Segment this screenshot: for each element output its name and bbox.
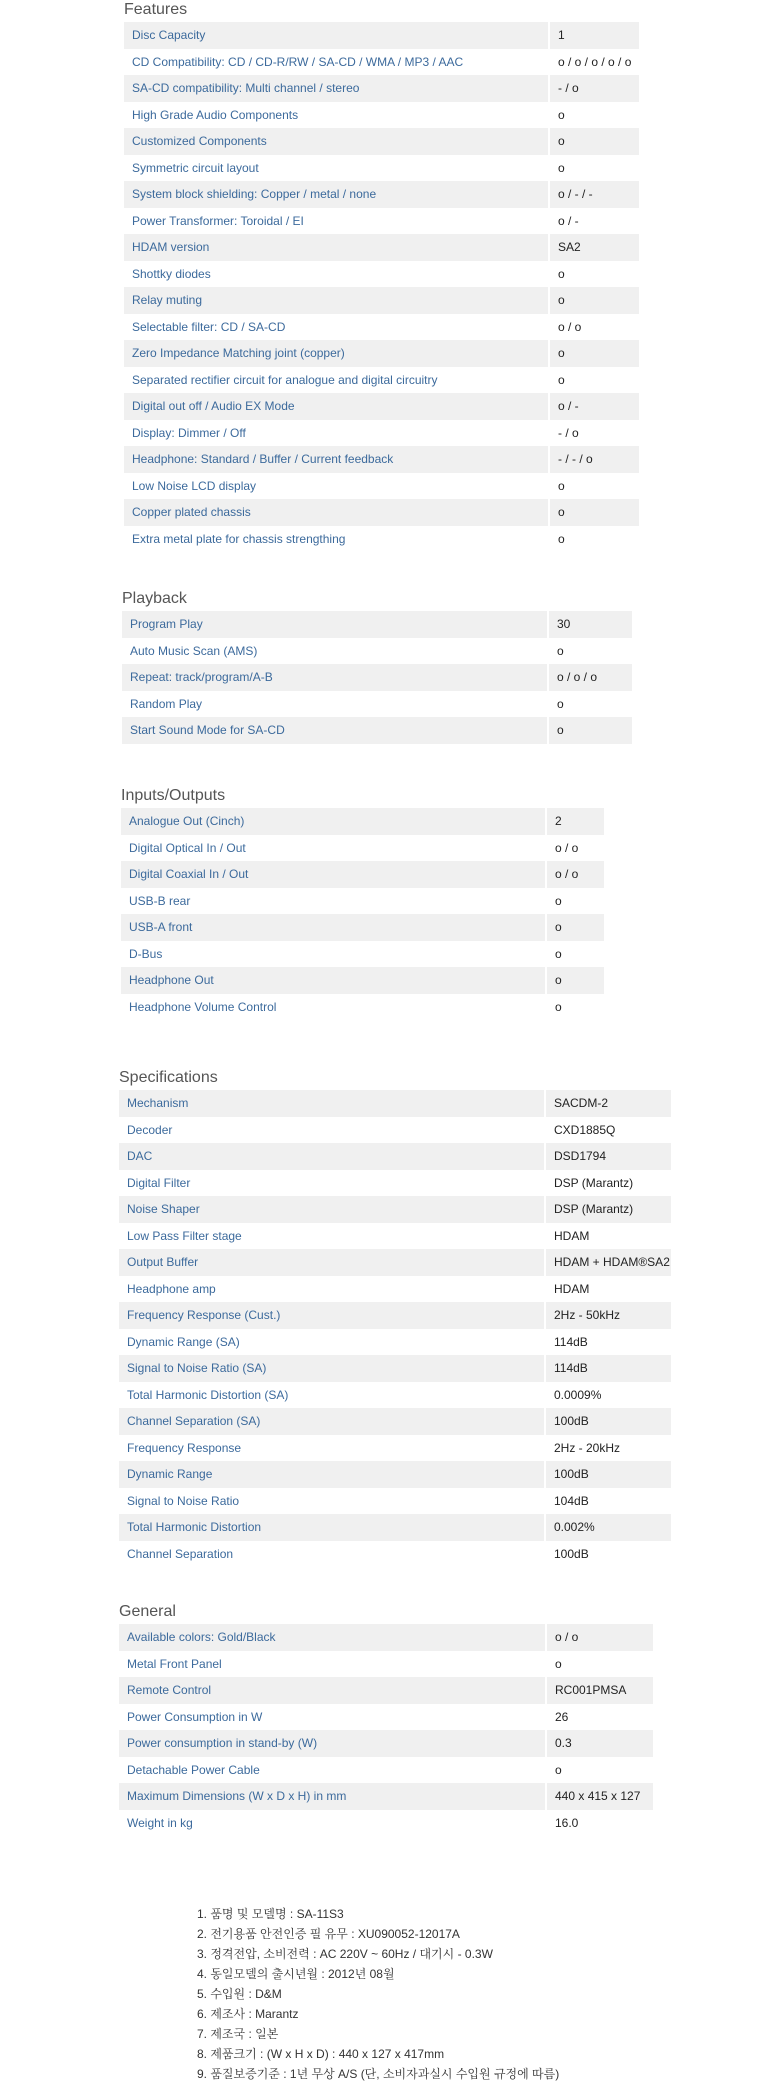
note-item: 1. 품명 및 모델명 : SA-11S3 xyxy=(197,1907,344,1921)
section-specifications xyxy=(119,1068,671,1567)
table-row xyxy=(124,393,639,420)
spec-table xyxy=(121,808,604,1020)
table-row xyxy=(119,1488,671,1515)
row-label: CD Compatibility: CD / CD-R/RW / SA-CD / WMA / MP3 / AAC xyxy=(124,49,549,76)
row-value: o xyxy=(549,499,639,526)
row-value: o / - xyxy=(549,208,639,235)
row-label: Total Harmonic Distortion xyxy=(119,1514,545,1541)
table-row xyxy=(124,314,639,341)
row-label: Low Pass Filter stage xyxy=(119,1223,545,1250)
row-label: Selectable filter: CD / SA-CD xyxy=(124,314,549,341)
table-row xyxy=(119,1223,671,1250)
table-row xyxy=(122,691,632,718)
note-item: 5. 수입원 : D&M xyxy=(197,1987,282,2001)
row-label: Frequency Response xyxy=(119,1435,545,1462)
table-row xyxy=(119,1382,671,1409)
row-value: DSD1794 xyxy=(545,1143,671,1170)
table-row xyxy=(122,611,632,638)
table-row xyxy=(121,994,604,1021)
table-row xyxy=(119,1514,671,1541)
table-row xyxy=(124,526,639,553)
row-value: 2 xyxy=(546,808,604,835)
row-value: o xyxy=(546,994,604,1021)
table-row xyxy=(121,941,604,968)
row-label: Digital Filter xyxy=(119,1170,545,1197)
row-label: Disc Capacity xyxy=(124,22,549,49)
table-row xyxy=(124,420,639,447)
row-value: HDAM xyxy=(545,1223,671,1250)
row-value: o xyxy=(549,155,639,182)
row-label: Noise Shaper xyxy=(119,1196,545,1223)
row-label: Headphone amp xyxy=(119,1276,545,1303)
row-value: SACDM-2 xyxy=(545,1090,671,1117)
row-value: DSP (Marantz) xyxy=(545,1196,671,1223)
row-label: Metal Front Panel xyxy=(119,1651,546,1678)
table-row xyxy=(119,1651,653,1678)
row-value: DSP (Marantz) xyxy=(545,1170,671,1197)
note-item: 3. 정격전압, 소비전력 : AC 220V ~ 60Hz / 대기시 - 0.3W xyxy=(197,1947,493,1961)
row-value: 26 xyxy=(546,1704,653,1731)
table-row xyxy=(124,102,639,129)
row-value: o / o xyxy=(546,1624,653,1651)
table-row xyxy=(119,1810,653,1837)
table-row xyxy=(124,208,639,235)
row-label: Channel Separation xyxy=(119,1541,545,1568)
row-label: Weight in kg xyxy=(119,1810,546,1837)
row-value: HDAM xyxy=(545,1276,671,1303)
row-label: Repeat: track/program/A-B xyxy=(122,664,548,691)
row-value: 30 xyxy=(548,611,632,638)
row-label: Digital Optical In / Out xyxy=(121,835,546,862)
table-row xyxy=(124,22,639,49)
row-label: Mechanism xyxy=(119,1090,545,1117)
table-row xyxy=(124,75,639,102)
row-label: Analogue Out (Cinch) xyxy=(121,808,546,835)
row-value: o / - / - xyxy=(549,181,639,208)
row-label: Extra metal plate for chassis strengthing xyxy=(124,526,549,553)
table-row xyxy=(124,128,639,155)
row-value: o / - xyxy=(549,393,639,420)
row-label: Decoder xyxy=(119,1117,545,1144)
table-row xyxy=(124,155,639,182)
row-label: Power consumption in stand-by (W) xyxy=(119,1730,546,1757)
row-label: Signal to Noise Ratio xyxy=(119,1488,545,1515)
section-features xyxy=(124,0,639,552)
table-row xyxy=(121,835,604,862)
spec-table xyxy=(119,1090,671,1567)
row-value: HDAM + HDAM®SA2 xyxy=(545,1249,671,1276)
row-value: 100dB xyxy=(545,1461,671,1488)
row-value: CXD1885Q xyxy=(545,1117,671,1144)
section-general xyxy=(119,1602,653,1836)
row-value: o xyxy=(546,941,604,968)
row-value: - / o xyxy=(549,75,639,102)
note-item: 9. 품질보증기준 : 1년 무상 A/S (단, 소비자과실시 수입원 규정에 따름) xyxy=(197,2067,560,2081)
row-value: o xyxy=(549,526,639,553)
row-label: Power Consumption in W xyxy=(119,1704,546,1731)
row-label: Digital Coaxial In / Out xyxy=(121,861,546,888)
row-label: Copper plated chassis xyxy=(124,499,549,526)
section-title: General xyxy=(119,1603,176,1620)
row-label: Customized Components xyxy=(124,128,549,155)
table-row xyxy=(119,1730,653,1757)
spec-table xyxy=(119,1624,653,1836)
row-value: SA2 xyxy=(549,234,639,261)
row-value: o xyxy=(546,967,604,994)
table-row xyxy=(124,446,639,473)
row-label: Display: Dimmer / Off xyxy=(124,420,549,447)
table-row xyxy=(119,1117,671,1144)
row-label: Zero Impedance Matching joint (copper) xyxy=(124,340,549,367)
table-row xyxy=(119,1541,671,1568)
row-value: o xyxy=(546,914,604,941)
table-row xyxy=(124,340,639,367)
row-value: 114dB xyxy=(545,1329,671,1356)
row-label: SA-CD compatibility: Multi channel / stereo xyxy=(124,75,549,102)
row-value: o xyxy=(548,691,632,718)
note-item: 4. 동일모델의 출시년월 : 2012년 08월 xyxy=(197,1967,395,1981)
table-row xyxy=(119,1249,671,1276)
row-label: Detachable Power Cable xyxy=(119,1757,546,1784)
spec-table xyxy=(124,22,639,552)
table-row xyxy=(122,638,632,665)
section-inputs-outputs xyxy=(121,786,604,1020)
row-label: Headphone Volume Control xyxy=(121,994,546,1021)
row-label: Headphone Out xyxy=(121,967,546,994)
table-row xyxy=(121,808,604,835)
table-row xyxy=(119,1783,653,1810)
row-label: System block shielding: Copper / metal / none xyxy=(124,181,549,208)
table-row xyxy=(119,1329,671,1356)
row-label: Maximum Dimensions (W x D x H) in mm xyxy=(119,1783,546,1810)
row-value: - / - / o xyxy=(549,446,639,473)
row-label: USB-A front xyxy=(121,914,546,941)
note-item: 6. 제조사 : Marantz xyxy=(197,2007,299,2021)
row-value: 1 xyxy=(549,22,639,49)
note-item: 8. 제품크기 : (W x H x D) : 440 x 127 x 417mm xyxy=(197,2047,445,2061)
table-row xyxy=(119,1435,671,1462)
table-row xyxy=(119,1757,653,1784)
section-title: Features xyxy=(124,1,188,18)
row-label: Signal to Noise Ratio (SA) xyxy=(119,1355,545,1382)
table-row xyxy=(124,473,639,500)
table-row xyxy=(124,49,639,76)
table-row xyxy=(124,287,639,314)
table-row xyxy=(121,914,604,941)
table-row xyxy=(119,1143,671,1170)
row-value: 2Hz - 20kHz xyxy=(545,1435,671,1462)
row-value: 0.0009% xyxy=(545,1382,671,1409)
section-playback xyxy=(122,589,632,744)
table-row xyxy=(122,717,632,744)
row-label: Program Play xyxy=(122,611,548,638)
table-row xyxy=(124,261,639,288)
row-value: o / o / o xyxy=(548,664,632,691)
row-label: Frequency Response (Cust.) xyxy=(119,1302,545,1329)
row-label: Available colors: Gold/Black xyxy=(119,1624,546,1651)
table-row xyxy=(119,1355,671,1382)
row-value: o / o xyxy=(549,314,639,341)
table-row xyxy=(121,861,604,888)
row-value: o xyxy=(546,1651,653,1678)
row-label: Channel Separation (SA) xyxy=(119,1408,545,1435)
table-row xyxy=(124,181,639,208)
row-label: USB-B rear xyxy=(121,888,546,915)
row-value: 2Hz - 50kHz xyxy=(545,1302,671,1329)
row-label: High Grade Audio Components xyxy=(124,102,549,129)
row-value: o xyxy=(548,717,632,744)
note-item: 2. 전기용품 안전인증 필 유무 : XU090052-12017A xyxy=(197,1927,460,1941)
table-row xyxy=(119,1624,653,1651)
row-label: Relay muting xyxy=(124,287,549,314)
table-row xyxy=(119,1090,671,1117)
row-value: o / o xyxy=(546,861,604,888)
table-row xyxy=(119,1704,653,1731)
row-value: o xyxy=(549,340,639,367)
table-row xyxy=(124,367,639,394)
row-label: Headphone: Standard / Buffer / Current feedback xyxy=(124,446,549,473)
row-label: Dynamic Range xyxy=(119,1461,545,1488)
table-row xyxy=(121,888,604,915)
note-item: 7. 제조국 : 일본 xyxy=(197,2027,279,2041)
table-row xyxy=(119,1677,653,1704)
row-value: 0.002% xyxy=(545,1514,671,1541)
table-row xyxy=(119,1170,671,1197)
section-title: Specifications xyxy=(119,1069,218,1086)
row-value: RC001PMSA xyxy=(546,1677,653,1704)
row-label: HDAM version xyxy=(124,234,549,261)
table-row xyxy=(122,664,632,691)
product-notes-list xyxy=(197,1904,559,2084)
row-value: o xyxy=(549,473,639,500)
row-label: Power Transformer: Toroidal / EI xyxy=(124,208,549,235)
row-value: 0.3 xyxy=(546,1730,653,1757)
table-row xyxy=(119,1408,671,1435)
section-title: Inputs/Outputs xyxy=(121,787,226,804)
row-label: Low Noise LCD display xyxy=(124,473,549,500)
row-label: Output Buffer xyxy=(119,1249,545,1276)
row-label: D-Bus xyxy=(121,941,546,968)
row-value: o xyxy=(546,1757,653,1784)
row-label: Digital out off / Audio EX Mode xyxy=(124,393,549,420)
table-row xyxy=(119,1276,671,1303)
row-value: 114dB xyxy=(545,1355,671,1382)
row-value: 16.0 xyxy=(546,1810,653,1837)
row-label: Auto Music Scan (AMS) xyxy=(122,638,548,665)
table-row xyxy=(119,1196,671,1223)
row-label: Dynamic Range (SA) xyxy=(119,1329,545,1356)
row-value: o xyxy=(548,638,632,665)
row-label: Symmetric circuit layout xyxy=(124,155,549,182)
row-value: 100dB xyxy=(545,1408,671,1435)
row-label: Random Play xyxy=(122,691,548,718)
row-label: Shottky diodes xyxy=(124,261,549,288)
row-value: o xyxy=(549,128,639,155)
row-label: DAC xyxy=(119,1143,545,1170)
row-value: - / o xyxy=(549,420,639,447)
row-value: o / o / o / o / o xyxy=(549,49,639,76)
spec-table xyxy=(122,611,632,744)
row-value: 100dB xyxy=(545,1541,671,1568)
row-value: 104dB xyxy=(545,1488,671,1515)
row-value: o xyxy=(549,287,639,314)
row-value: o xyxy=(549,367,639,394)
row-label: Remote Control xyxy=(119,1677,546,1704)
section-title: Playback xyxy=(122,590,187,607)
table-row xyxy=(121,967,604,994)
table-row xyxy=(119,1461,671,1488)
row-value: o / o xyxy=(546,835,604,862)
row-label: Separated rectifier circuit for analogue and digital circuitry xyxy=(124,367,549,394)
table-row xyxy=(124,234,639,261)
table-row xyxy=(119,1302,671,1329)
row-value: o xyxy=(549,261,639,288)
table-row xyxy=(124,499,639,526)
row-value: o xyxy=(549,102,639,129)
row-label: Total Harmonic Distortion (SA) xyxy=(119,1382,545,1409)
row-value: o xyxy=(546,888,604,915)
row-value: 440 x 415 x 127 xyxy=(546,1783,653,1810)
row-label: Start Sound Mode for SA-CD xyxy=(122,717,548,744)
